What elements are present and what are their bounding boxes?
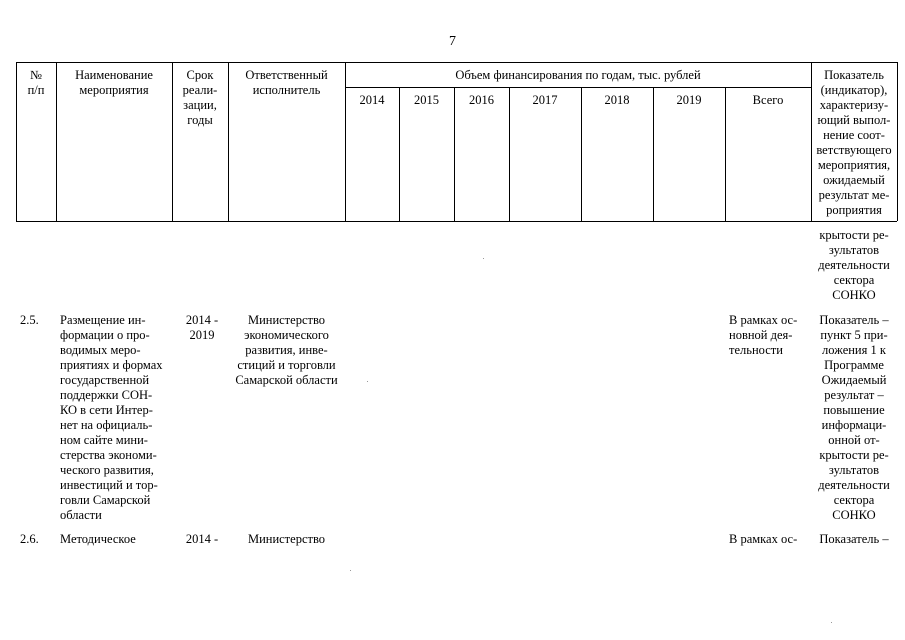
financing-divider: [345, 87, 811, 88]
header-financing: Объем финансирования по годам, тыс. рублей: [455, 68, 701, 82]
col-border: [345, 62, 346, 221]
row-indicator: Показатель – пункт 5 при- ложения 1 к Программе Ожидаемый результат – повышение информаци- онной от- крытости ре- зультатов деятельности сектора СОНКО: [818, 313, 890, 522]
row-executor: Министерство: [247, 532, 326, 546]
row-executor: Министерство экономического развития, инве- стиций и торговли Самарской области: [235, 313, 338, 387]
table-top-border: [16, 62, 897, 63]
row-name: Методическое: [60, 532, 136, 546]
page-number: 7: [449, 34, 456, 49]
header-year-2016: 2016: [469, 93, 494, 107]
row-term: 2014 - 2019: [185, 313, 219, 342]
scan-speck: [483, 258, 484, 259]
row-term: 2014 -: [185, 532, 219, 546]
row-number: 2.5.: [20, 313, 39, 327]
col-border: [897, 62, 898, 221]
header-total: Всего: [752, 93, 784, 107]
row-name: Размещение ин- формации о про- водимых меро- приятиях и формах государственной поддержки СОН- КО в сети Интер- нет на официаль- ном сайте мини- стерства экономи- ческого развития, инвестиций и тор- говли Самарской области: [60, 313, 163, 522]
header-name: Наименование мероприятия: [75, 68, 153, 97]
header-year-2018: 2018: [604, 93, 630, 107]
header-num: № п/п: [27, 68, 45, 97]
scan-speck: [350, 570, 351, 571]
scan-speck: [831, 622, 832, 623]
continuation-indicator: крытости ре- зультатов деятельности сектора СОНКО: [818, 228, 890, 302]
row-number: 2.6.: [20, 532, 39, 546]
header-executor: Ответственный исполнитель: [245, 68, 328, 97]
table-bottom-border: [16, 221, 897, 222]
header-year-2017: 2017: [532, 93, 558, 107]
header-year-2019: 2019: [676, 93, 702, 107]
header-year-2014: 2014: [359, 93, 385, 107]
header-indicator: Показатель (индикатор), характеризу- ющий выпол- нение соот- ветствующего мероприятия, ожидаемый результат ме- роприятия: [816, 68, 892, 217]
row-total: В рамках ос-: [729, 532, 798, 546]
row-indicator: Показатель –: [819, 532, 889, 546]
row-total: В рамках ос- новной дея- тельности: [729, 313, 798, 357]
scan-speck: [367, 381, 368, 382]
header-year-2015: 2015: [414, 93, 439, 107]
header-term: Срок реали- зации, годы: [182, 68, 218, 127]
